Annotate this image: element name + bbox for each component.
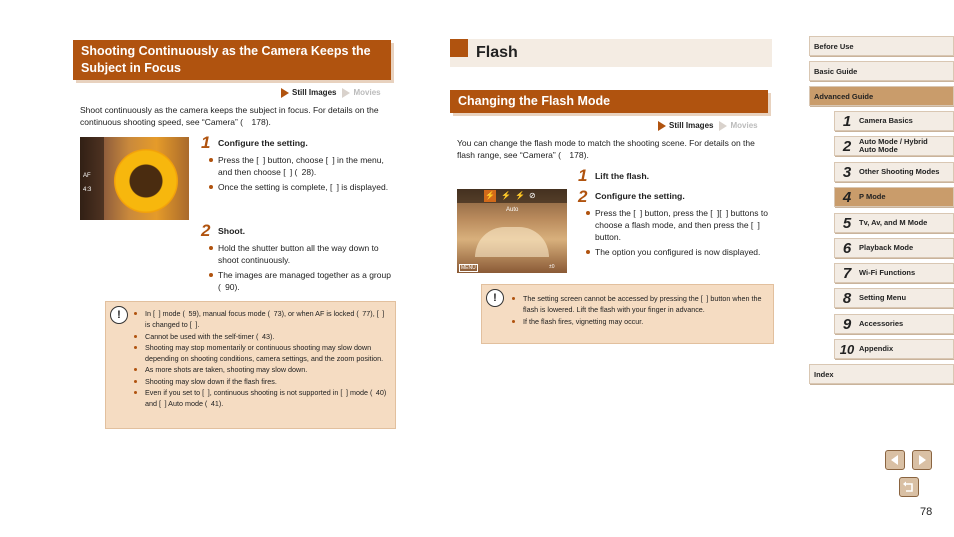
- nav-chapter-4[interactable]: 4 P Mode: [834, 187, 954, 207]
- flash-off-icon: ⊘: [529, 191, 536, 200]
- left-step1-number: 1: [201, 133, 211, 152]
- nav-chapter-3[interactable]: 3 Other Shooting Modes: [834, 162, 954, 182]
- chevron-left-icon: [886, 451, 904, 469]
- flash-on-icon: ⚡: [501, 191, 511, 200]
- sunflower-petals: [114, 149, 178, 213]
- left-step1-title: Configure the setting.: [218, 138, 308, 148]
- left-step2-number: 2: [201, 221, 211, 240]
- right-step2-number: 2: [578, 187, 588, 206]
- left-step2-list: [208, 242, 394, 293]
- warning-icon: !: [486, 289, 504, 307]
- note-item: In [ ] mode ( 59), manual focus mode ( 73), or when AF is locked ( 77), [ ] is changed to [ ].: [133, 308, 391, 331]
- note-item: Shooting may slow down if the flash fires.: [133, 376, 391, 387]
- triangle-icon: [719, 121, 727, 131]
- chevron-right-icon: [913, 451, 931, 469]
- table-arch: [475, 227, 549, 257]
- triangle-icon: [342, 88, 350, 98]
- movies-tag: Movies: [719, 121, 757, 131]
- list-item: Press the [ ] button, press the [ ][ ] buttons to choose a flash mode, and then press the [ ] button.: [585, 207, 773, 243]
- af-icon: AF: [83, 173, 91, 179]
- nav-before-use[interactable]: Before Use: [809, 36, 954, 56]
- note-item: Shooting may stop momentarily or continuous shooting may slow down depending on shooting conditions, camera settings, and the zoom position.: [133, 342, 391, 365]
- flash-heading-bar: [450, 39, 772, 67]
- right-section-title: Changing the Flash Mode: [450, 90, 768, 113]
- page-number: 78: [920, 506, 933, 518]
- return-button[interactable]: [899, 477, 919, 497]
- triangle-icon: [281, 88, 289, 98]
- return-icon: [900, 478, 918, 496]
- nav-chapter-8[interactable]: 8 Setting Menu: [834, 288, 954, 308]
- list-item: The images are managed together as a group ( 90).: [208, 269, 394, 293]
- nav-chapter-10[interactable]: 10 Appendix: [834, 339, 954, 359]
- still-images-tag: Still Images: [281, 88, 336, 98]
- nav-chapter-6[interactable]: 6 Playback Mode: [834, 238, 954, 258]
- menu-label: MENU: [461, 265, 476, 271]
- sunflower-photo: [80, 137, 189, 220]
- nav-chapter-9[interactable]: 9 Accessories: [834, 314, 954, 334]
- page-heading: Flash: [476, 44, 518, 61]
- nav-basic-guide[interactable]: Basic Guide: [809, 61, 954, 81]
- flash-mode-label: Auto: [506, 207, 519, 213]
- triangle-icon: [658, 121, 666, 131]
- nav-chapter-2[interactable]: 2 Auto Mode / Hybrid Auto Mode: [834, 136, 954, 156]
- nav-chapter-5[interactable]: 5 Tv, Av, and M Mode: [834, 213, 954, 233]
- left-intro: Shoot continuously as the camera keeps the subject in focus. For details on the continuous shooting speed, see “Camera” ( 178).: [80, 105, 379, 127]
- next-page-button[interactable]: [912, 450, 932, 470]
- right-step1-title: Lift the flash.: [595, 171, 650, 181]
- left-mode-tags: [281, 88, 381, 98]
- left-step2-title: Shoot.: [218, 226, 246, 236]
- note-item: Even if you set to [ ], continuous shooting is not supported in [ ] mode ( 40) and [ ] Auto mode ( 41).: [133, 387, 391, 410]
- nav-advanced-guide[interactable]: Advanced Guide: [809, 86, 954, 106]
- still-images-tag: Still Images: [658, 121, 713, 131]
- list-item: Once the setting is complete, [ ] is displayed.: [208, 181, 394, 193]
- nav-chapter-1[interactable]: 1 Camera Basics: [834, 111, 954, 131]
- exposure-label: ±0: [549, 264, 555, 270]
- list-item: Hold the shutter button all the way down to shoot continuously.: [208, 242, 394, 266]
- left-section-title: Shooting Continuously as the Camera Keeps the Subject in Focus: [73, 40, 391, 80]
- list-item: Press the [ ] button, choose [ ] in the menu, and then choose [ ] ( 28).: [208, 154, 394, 178]
- note-item: The setting screen cannot be accessed by pressing the [ ] button when the flash is lowered. Lift the flash with your finger in advance.: [511, 293, 767, 316]
- list-item: The option you configured is now displayed.: [585, 246, 773, 258]
- note-item: Cannot be used with the self-timer ( 43).: [133, 331, 391, 342]
- flash-slow-icon: ⚡: [515, 191, 525, 200]
- left-note-box: [105, 301, 396, 429]
- aspect-ratio-icon: 4:3: [83, 187, 92, 193]
- nav-index[interactable]: Index: [809, 364, 954, 384]
- right-mode-tags: [658, 121, 758, 131]
- movies-tag: Movies: [342, 88, 380, 98]
- camera-screen-photo: [457, 189, 567, 273]
- left-step1-list: [208, 154, 394, 193]
- right-note-box: [481, 284, 774, 344]
- note-item: As more shots are taken, shooting may slow down.: [133, 364, 391, 375]
- prev-page-button[interactable]: [885, 450, 905, 470]
- note-item: If the flash fires, vignetting may occur.: [511, 316, 767, 327]
- right-step1-number: 1: [578, 166, 588, 185]
- warning-icon: !: [110, 306, 128, 324]
- heading-accent-square: [450, 39, 468, 57]
- right-step2-list: [585, 207, 773, 258]
- flash-auto-icon: ⚡: [485, 191, 495, 200]
- flash-mode-bar: [457, 189, 567, 203]
- nav-chapter-7[interactable]: 7 Wi-Fi Functions: [834, 263, 954, 283]
- right-step2-title: Configure the setting.: [595, 191, 685, 201]
- right-intro: You can change the flash mode to match the shooting scene. For details on the flash range, see “Camera” ( 178).: [457, 138, 755, 160]
